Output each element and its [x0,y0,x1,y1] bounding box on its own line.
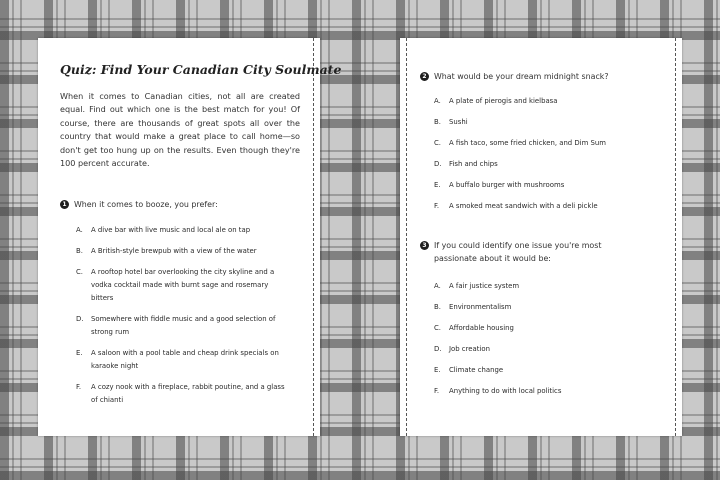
option-text: A smoked meat sandwich with a deli pickle [449,202,598,210]
dashed-border [406,38,407,436]
option-text: Somewhere with fiddle music and a good selection of strong rum [91,315,276,336]
question-number-badge: 2 [420,72,429,81]
option-letter: E. [76,349,83,357]
question-text: If you could identify one issue you're most passionate about it would be: [434,241,602,263]
option-3e[interactable] [434,364,664,377]
option-letter: F. [76,383,82,391]
option-2d[interactable] [434,158,664,171]
option-text: Anything to do with local politics [449,387,562,395]
option-text: A fair justice system [449,282,520,290]
question-1 [60,198,300,211]
option-text: A saloon with a pool table and cheap drink specials on karaoke night [91,349,279,370]
option-letter: E. [434,366,441,374]
option-3f[interactable] [434,385,664,398]
option-2a[interactable] [434,95,664,108]
dashed-border [313,38,314,436]
option-letter: C. [76,268,84,276]
option-text: A plate of pierogis and kielbasa [449,97,558,105]
question-1-options [76,224,304,407]
option-letter: F. [434,387,440,395]
option-letter: C. [434,139,442,147]
option-letter: A. [434,97,441,105]
option-text: A fish taco, some fried chicken, and Dim Sum [449,139,606,147]
option-1e[interactable] [76,347,304,373]
option-2b[interactable] [434,116,664,129]
question-number-badge: 3 [420,241,429,250]
option-text: Job creation [449,345,490,353]
option-letter: B. [76,247,83,255]
question-3 [420,239,620,265]
option-3d[interactable] [434,343,664,356]
option-text: A British-style brewpub with a view of the water [91,247,257,255]
option-1b[interactable] [76,245,304,258]
option-letter: D. [76,315,84,323]
option-1d[interactable] [76,313,304,339]
option-text: A buffalo burger with mushrooms [449,181,565,189]
option-3a[interactable] [434,280,664,293]
dashed-border [675,38,676,436]
option-2e[interactable] [434,179,664,192]
quiz-card-right [400,38,682,436]
option-text: Environmentalism [449,303,512,311]
option-1f[interactable] [76,381,304,407]
option-letter: A. [434,282,441,290]
quiz-title: Quiz: Find Your Canadian City Soulmate [60,62,342,77]
option-text: A cozy nook with a fireplace, rabbit poutine, and a glass of chianti [91,383,285,404]
option-text: Fish and chips [449,160,498,168]
quiz-card-left [38,38,342,436]
option-text: Affordable housing [449,324,514,332]
option-2c[interactable] [434,137,664,150]
option-text: Sushi [449,118,468,126]
option-letter: D. [434,345,442,353]
quiz-intro: When it comes to Canadian cities, not all are created equal. Find out which one is the best match for you! Of course, there are thousands of great spots all over the country that would make a great place to call home—so don't get too hung up on the results. Even though they're 100 percent accurate. [60,91,300,169]
option-letter: D. [434,160,442,168]
option-text: Climate change [449,366,504,374]
option-text: A dive bar with live music and local ale on tap [91,226,251,234]
option-letter: E. [434,181,441,189]
option-1c[interactable] [76,266,304,305]
option-3c[interactable] [434,322,664,335]
option-letter: A. [76,226,83,234]
question-2-options [434,95,664,213]
option-text: A rooftop hotel bar overlooking the city skyline and a vodka cocktail made with burnt sage and rosemary bitters [91,268,275,302]
option-letter: B. [434,118,441,126]
option-letter: B. [434,303,441,311]
option-2f[interactable] [434,200,664,213]
option-1a[interactable] [76,224,304,237]
option-letter: F. [434,202,440,210]
question-2 [420,70,660,83]
question-text: When it comes to booze, you prefer: [74,200,218,209]
question-3-options [434,280,664,398]
option-letter: C. [434,324,442,332]
option-3b[interactable] [434,301,664,314]
question-text: What would be your dream midnight snack? [434,72,609,81]
question-number-badge: 1 [60,200,69,209]
